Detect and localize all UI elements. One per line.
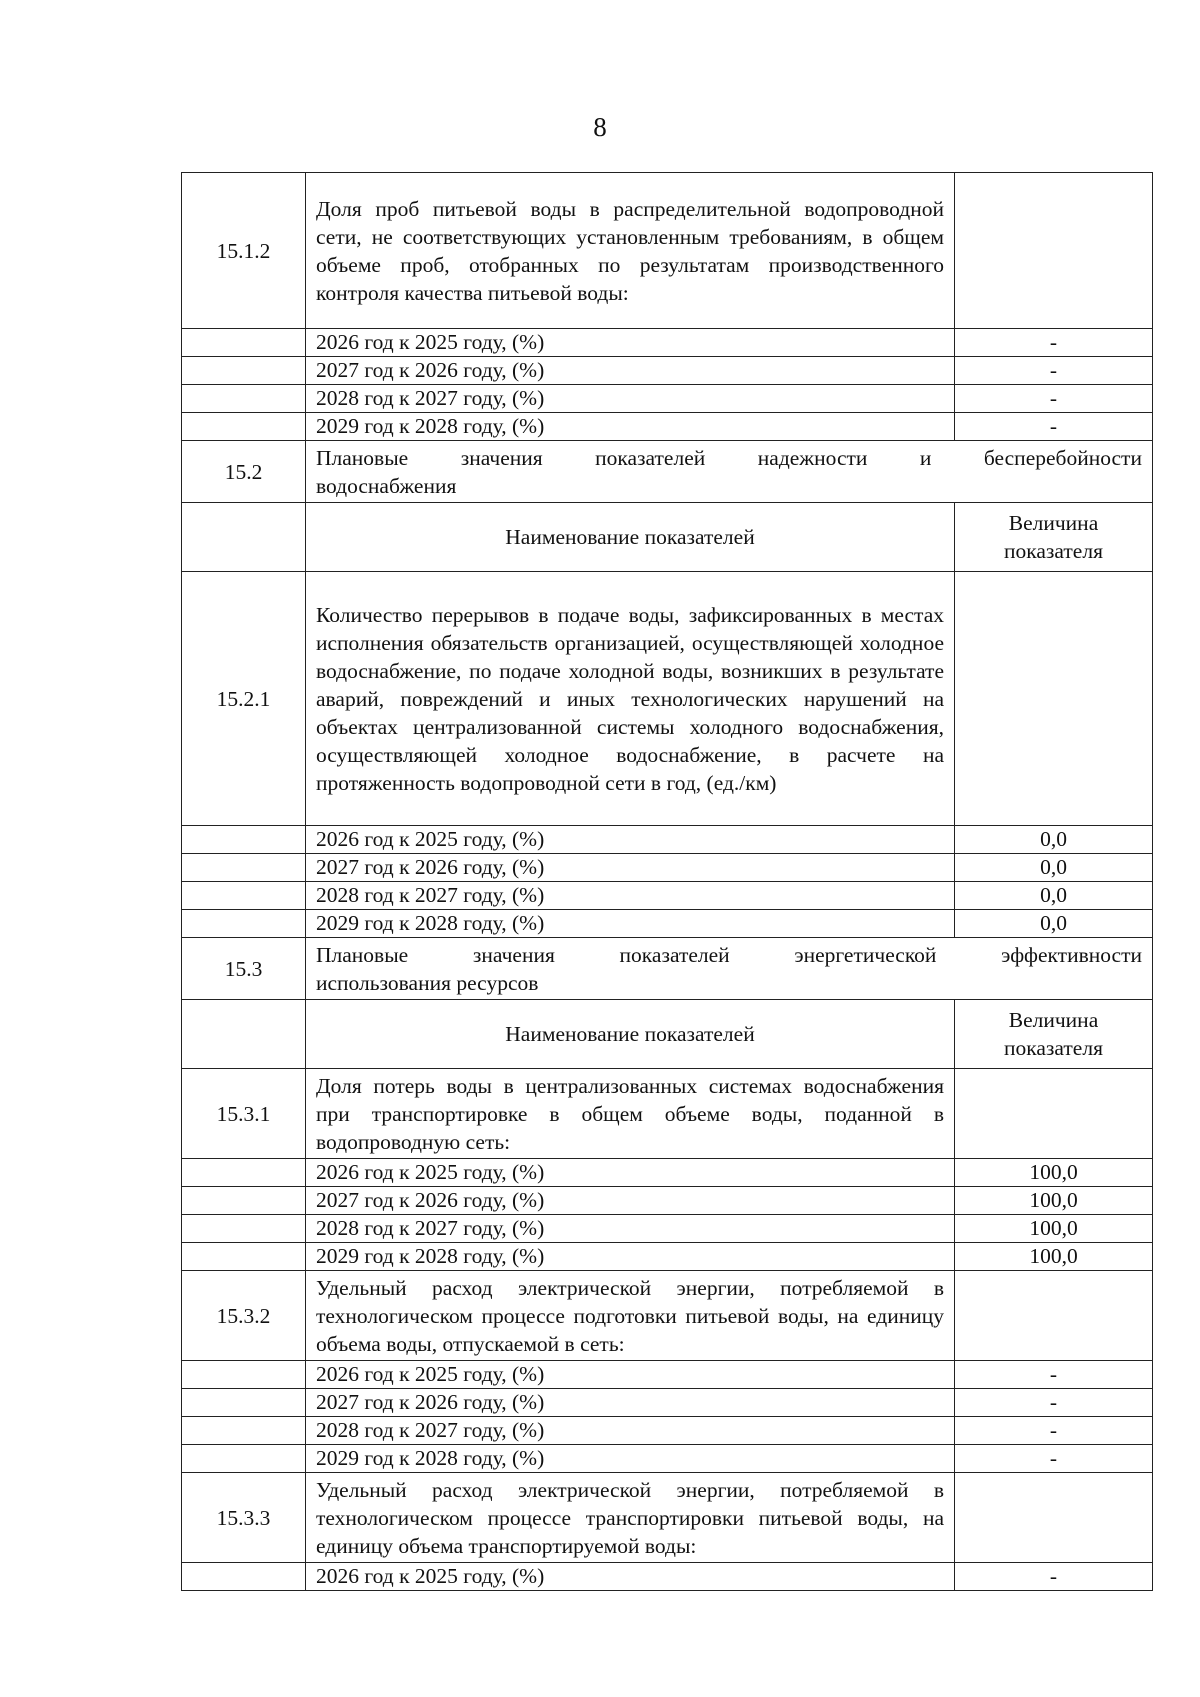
year-row-number — [182, 413, 306, 441]
indicator-number: 15.3.2 — [182, 1271, 306, 1361]
year-row — [182, 1243, 1153, 1271]
year-period: 2026 год к 2025 году, (%) — [306, 1361, 955, 1389]
year-row — [182, 1215, 1153, 1243]
header-indicator-value: Величина показателя — [955, 1000, 1153, 1069]
year-period: 2026 год к 2025 году, (%) — [306, 826, 955, 854]
section-title — [306, 938, 1153, 1000]
year-row — [182, 413, 1153, 441]
indicator-number: 15.3.3 — [182, 1473, 306, 1563]
indicator-number: 15.2.1 — [182, 572, 306, 826]
year-row-number — [182, 1389, 306, 1417]
year-row — [182, 1563, 1153, 1591]
year-row-number — [182, 1563, 306, 1591]
year-row-number — [182, 1243, 306, 1271]
section-title-line2: водоснабжения — [316, 473, 457, 498]
year-row — [182, 1417, 1153, 1445]
year-period: 2027 год к 2026 году, (%) — [306, 1389, 955, 1417]
year-row-number — [182, 357, 306, 385]
year-period: 2026 год к 2025 году, (%) — [306, 329, 955, 357]
section-row — [182, 938, 1153, 1000]
year-value: 0,0 — [955, 882, 1153, 910]
year-row-number — [182, 329, 306, 357]
indicator-row — [182, 1271, 1153, 1361]
year-value: - — [955, 1389, 1153, 1417]
header-number-cell — [182, 503, 306, 572]
year-row — [182, 1187, 1153, 1215]
section-title-word: эффективности — [1001, 942, 1142, 967]
indicator-row — [182, 572, 1153, 826]
year-period: 2027 год к 2026 году, (%) — [306, 1187, 955, 1215]
year-row — [182, 1445, 1153, 1473]
year-period: 2029 год к 2028 году, (%) — [306, 1445, 955, 1473]
section-title-word: Плановые — [316, 445, 409, 470]
year-row — [182, 826, 1153, 854]
section-number: 15.2 — [182, 441, 306, 503]
year-period: 2026 год к 2025 году, (%) — [306, 1563, 955, 1591]
year-row — [182, 854, 1153, 882]
year-row — [182, 1389, 1153, 1417]
year-row-number — [182, 1445, 306, 1473]
section-title-word: бесперебойности — [983, 445, 1142, 470]
year-value: - — [955, 1445, 1153, 1473]
year-row-number — [182, 1361, 306, 1389]
indicator-description: Доля потерь воды в централизованных системах водоснабжения при транспортировке в общем объеме воды, поданной в водопроводную сеть: — [306, 1069, 955, 1159]
year-row — [182, 329, 1153, 357]
year-row — [182, 1361, 1153, 1389]
indicators-table — [181, 172, 1153, 1591]
year-row-number — [182, 826, 306, 854]
indicator-description: Удельный расход электрической энергии, потребляемой в технологическом процессе транспортировки питьевой воды, на единицу объема транспортируемой воды: — [306, 1473, 955, 1563]
section-row — [182, 441, 1153, 503]
section-title-word: Плановые — [316, 942, 409, 967]
section-title-line2: использования ресурсов — [316, 970, 539, 995]
year-row-number — [182, 910, 306, 938]
year-value: - — [955, 1417, 1153, 1445]
column-header-row — [182, 503, 1153, 572]
section-title-word: показателей — [619, 942, 730, 967]
section-title-line — [316, 444, 1142, 472]
year-value: - — [955, 385, 1153, 413]
indicator-value — [955, 1473, 1153, 1563]
section-title-word: значения — [460, 445, 543, 470]
year-period: 2028 год к 2027 году, (%) — [306, 882, 955, 910]
section-title-word: значения — [472, 942, 555, 967]
page-number: 8 — [593, 112, 607, 142]
header-indicator-name: Наименование показателей — [306, 1000, 955, 1069]
year-value: 100,0 — [955, 1187, 1153, 1215]
year-value: - — [955, 357, 1153, 385]
indicator-value — [955, 572, 1153, 826]
year-value: - — [955, 1361, 1153, 1389]
year-period: 2029 год к 2028 году, (%) — [306, 910, 955, 938]
section-title-word: показателей — [595, 445, 706, 470]
year-row — [182, 882, 1153, 910]
year-value: - — [955, 329, 1153, 357]
indicator-value — [955, 1069, 1153, 1159]
section-title-line — [316, 941, 1142, 969]
year-value: - — [955, 1563, 1153, 1591]
column-header-row — [182, 1000, 1153, 1069]
year-row — [182, 1159, 1153, 1187]
indicator-number: 15.1.2 — [182, 173, 306, 329]
indicator-description: Доля проб питьевой воды в распределительной водопроводной сети, не соответствующих установленным требованиям, в общем объеме проб, отобранных по результатам производственного контроля качества питьевой воды: — [306, 173, 955, 329]
section-title-word: и — [919, 445, 932, 470]
year-value: 0,0 — [955, 910, 1153, 938]
year-row — [182, 357, 1153, 385]
year-period: 2027 год к 2026 году, (%) — [306, 357, 955, 385]
year-value: 100,0 — [955, 1215, 1153, 1243]
year-period: 2026 год к 2025 году, (%) — [306, 1159, 955, 1187]
indicator-value — [955, 173, 1153, 329]
year-value: 0,0 — [955, 854, 1153, 882]
year-value: 100,0 — [955, 1243, 1153, 1271]
indicator-value — [955, 1271, 1153, 1361]
year-value: 100,0 — [955, 1159, 1153, 1187]
year-row-number — [182, 1187, 306, 1215]
indicator-number: 15.3.1 — [182, 1069, 306, 1159]
year-period: 2028 год к 2027 году, (%) — [306, 1215, 955, 1243]
indicator-row — [182, 1473, 1153, 1563]
year-row-number — [182, 1215, 306, 1243]
section-number: 15.3 — [182, 938, 306, 1000]
year-period: 2028 год к 2027 году, (%) — [306, 1417, 955, 1445]
year-row-number — [182, 854, 306, 882]
year-value: 0,0 — [955, 826, 1153, 854]
header-number-cell — [182, 1000, 306, 1069]
year-period: 2029 год к 2028 году, (%) — [306, 413, 955, 441]
indicator-description: Удельный расход электрической энергии, потребляемой в технологическом процессе подготовки питьевой воды, на единицу объема воды, отпускаемой в сеть: — [306, 1271, 955, 1361]
year-row-number — [182, 1417, 306, 1445]
year-period: 2027 год к 2026 году, (%) — [306, 854, 955, 882]
indicator-row — [182, 1069, 1153, 1159]
year-row-number — [182, 385, 306, 413]
section-title-word: энергетической — [794, 942, 937, 967]
section-title-word: надежности — [757, 445, 868, 470]
year-row-number — [182, 882, 306, 910]
header-indicator-name: Наименование показателей — [306, 503, 955, 572]
year-period: 2029 год к 2028 году, (%) — [306, 1243, 955, 1271]
year-row-number — [182, 1159, 306, 1187]
header-indicator-value: Величина показателя — [955, 503, 1153, 572]
year-row — [182, 385, 1153, 413]
year-value: - — [955, 413, 1153, 441]
section-title — [306, 441, 1153, 503]
table-body — [182, 173, 1153, 1591]
indicator-description: Количество перерывов в подаче воды, зафиксированных в местах исполнения обязательств организацией, осуществляющей холодное водоснабжение, по подаче холодной воды, возникших в результате аварий, повреждений и иных технологических нарушений на объектах централизованной системы холодного водоснабжения, осуществляющей холодное водоснабжение, в расчете на протяженность водопроводной сети в год, (ед./км) — [306, 572, 955, 826]
year-row — [182, 910, 1153, 938]
indicator-row — [182, 173, 1153, 329]
year-period: 2028 год к 2027 году, (%) — [306, 385, 955, 413]
